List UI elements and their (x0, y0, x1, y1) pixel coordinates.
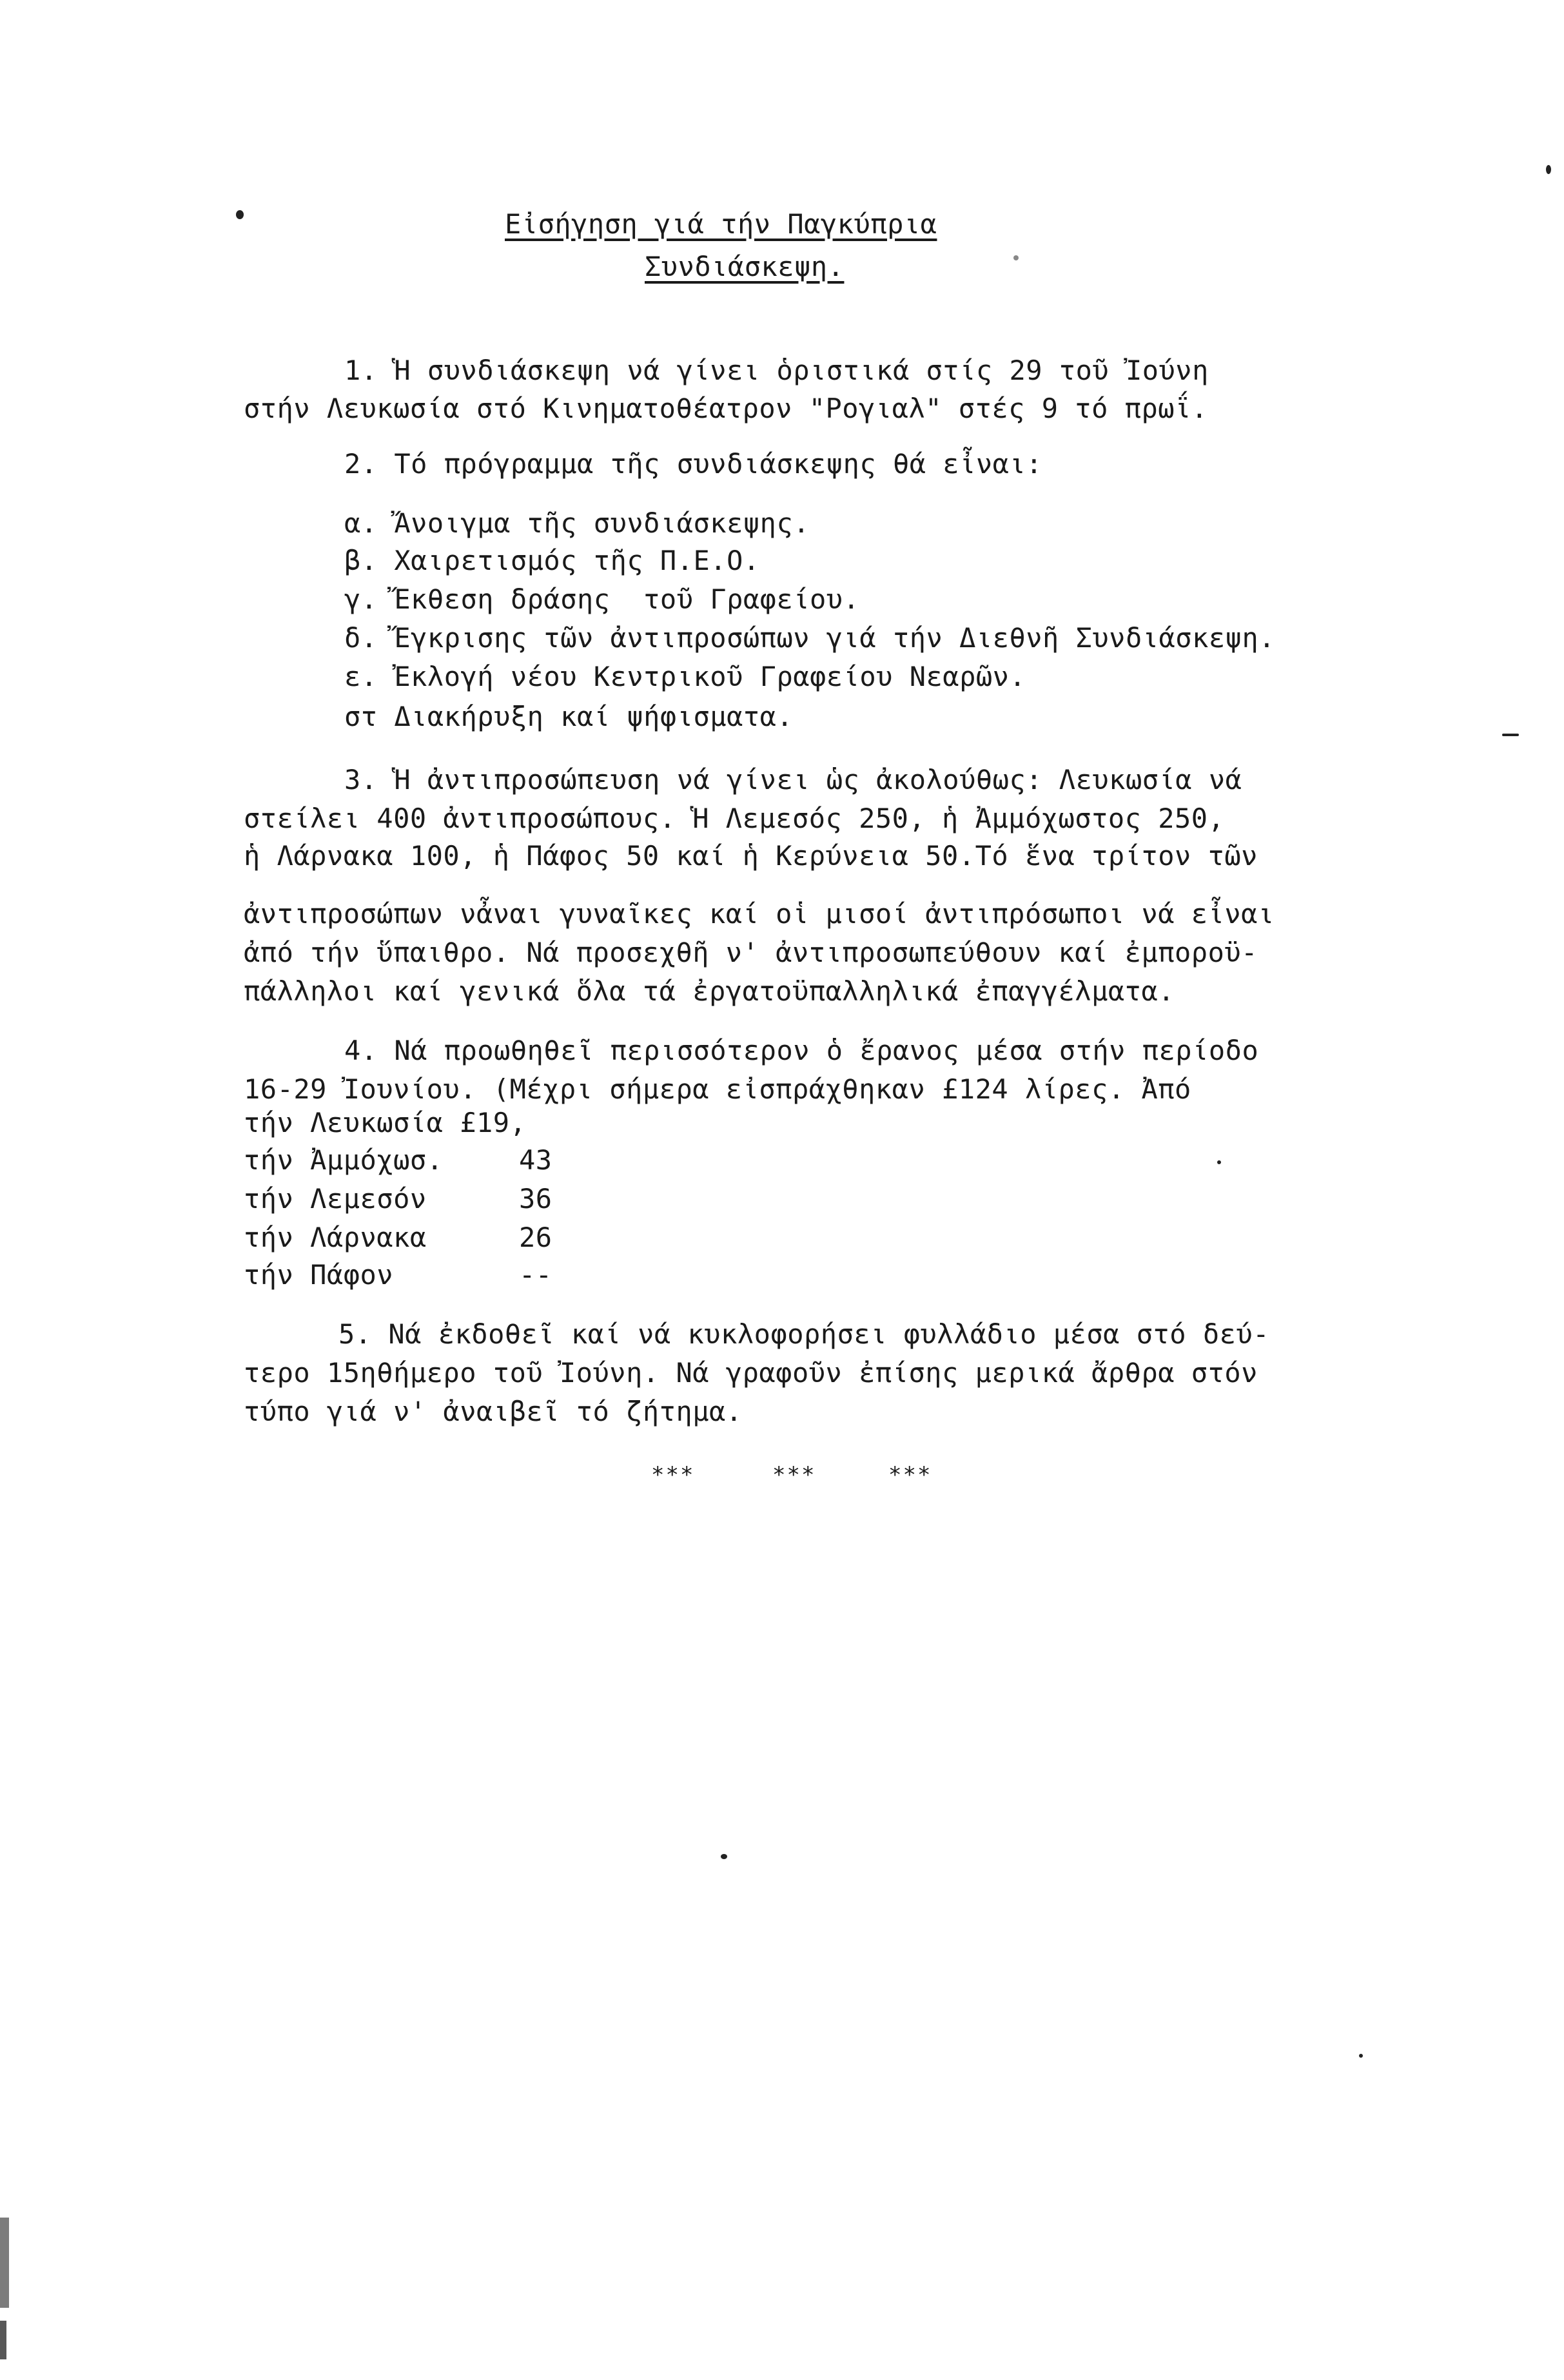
program-item: α. Ἄνοιγμα τῆς συνδιάσκεψης. (344, 507, 810, 539)
program-item: δ. Ἔγκρισης τῶν ἀντιπροσώπων γιά τήν Διεθνῆ Συνδιάσκεψη. (344, 622, 1276, 654)
program-item: ε. Ἐκλογή νέου Κεντρικοῦ Γραφείου Νεαρῶν. (344, 661, 1026, 692)
program-item: β. Χαιρετισμός τῆς Π.Ε.Ο. (344, 545, 760, 576)
paragraph-5-line: τερο 15ηθήμερο τοῦ Ἰούνη. Νά γραφοῦν ἐπίσης μερικά ἄρθρα στόν (244, 1357, 1258, 1389)
collection-place: τήν Πάφον (244, 1259, 394, 1291)
scan-speck (1013, 255, 1019, 260)
paragraph-3-line: ἀντιπροσώπων νἆναι γυναῖκες καί οἱ μισοί ἀντιπρόσωποι νά εἶναι (244, 898, 1275, 930)
collection-amount: 36 (519, 1183, 552, 1214)
collection-amount: 43 (519, 1144, 552, 1176)
paragraph-5-line: 5. Νά ἐκδοθεῖ καί νά κυκλοφορήσει φυλλάδιο μέσα στό δεύ- (338, 1318, 1270, 1350)
scan-speck (236, 210, 244, 219)
paragraph-3-line: ἡ Λάρνακα 100, ἡ Πάφος 50 καί ἡ Κερύνεια 50.Τό ἕνα τρίτον τῶν (244, 840, 1258, 872)
closing-mark: *** (651, 1462, 695, 1488)
document-title-line1: Εἰσήγηση γιά τήν Παγκύπρια (505, 208, 937, 240)
scan-edge-artifact (0, 2321, 6, 2359)
paragraph-3-line: πάλληλοι καί γενικά ὅλα τά ἐργατοϋπαλληλικά ἐπαγγέλματα. (244, 975, 1175, 1007)
collection-amount: 26 (519, 1222, 552, 1253)
paragraph-3-line: 3. Ἡ ἀντιπροσώπευση νά γίνει ὡς ἀκολούθως: Λευκωσία νά (344, 764, 1242, 795)
collection-amount: -- (519, 1259, 552, 1291)
collection-place: τήν Λεμεσόν (244, 1183, 427, 1214)
paragraph-4-line: 4. Νά προωθηθεῖ περισσότερον ὁ ἔρανος μέσα στήν περίοδο (344, 1035, 1259, 1066)
document-title-line2: Συνδιάσκεψη. (645, 251, 845, 282)
program-item: γ. Ἔκθεση δράσης τοῦ Γραφείου. (344, 583, 860, 615)
paragraph-2-intro: 2. Τό πρόγραμμα τῆς συνδιάσκεψης θά εἶναι: (344, 448, 1043, 480)
paragraph-1-line-1: 1. Ἡ συνδιάσκεψη νά γίνει ὁριστικά στίς 29 τοῦ Ἰούνη (344, 355, 1209, 386)
collection-place: τήν Ἀμμόχωσ. (244, 1144, 444, 1176)
scan-speck (1546, 165, 1551, 174)
program-item: στ Διακήρυξη καί ψήφισματα. (344, 701, 794, 732)
paragraph-5-line: τύπο γιά ν' ἀναιβεῖ τό ζήτημα. (244, 1396, 743, 1427)
scan-speck (1502, 734, 1519, 736)
paragraph-4-line: 16-29 Ἰουνίου. (Μέχρι σήμερα εἰσπράχθηκαν £124 λίρες. Ἀπό (244, 1073, 1191, 1105)
paragraph-3-line: ἀπό τήν ὕπαιθρο. Νά προσεχθῆ ν' ἀντιπροσωπεύθουν καί ἐμποροϋ- (244, 937, 1258, 968)
paragraph-1-line-2: στήν Λευκωσία στό Κινηματοθέατρον "Ρογιαλ" στές 9 τό πρωΐ. (244, 393, 1208, 424)
scan-speck (1217, 1160, 1221, 1164)
closing-mark: *** (772, 1462, 816, 1488)
scan-speck (1359, 2054, 1363, 2058)
scan-speck (721, 1854, 727, 1859)
paragraph-4-line: τήν Λευκωσία £19, (244, 1107, 527, 1138)
collection-place: τήν Λάρνακα (244, 1222, 427, 1253)
paragraph-3-line: στείλει 400 ἀντιπροσώπους. Ἡ Λεμεσός 250, ἡ Ἀμμόχωστος 250, (244, 803, 1225, 834)
scan-edge-artifact (0, 2218, 9, 2308)
closing-mark: *** (888, 1462, 932, 1488)
